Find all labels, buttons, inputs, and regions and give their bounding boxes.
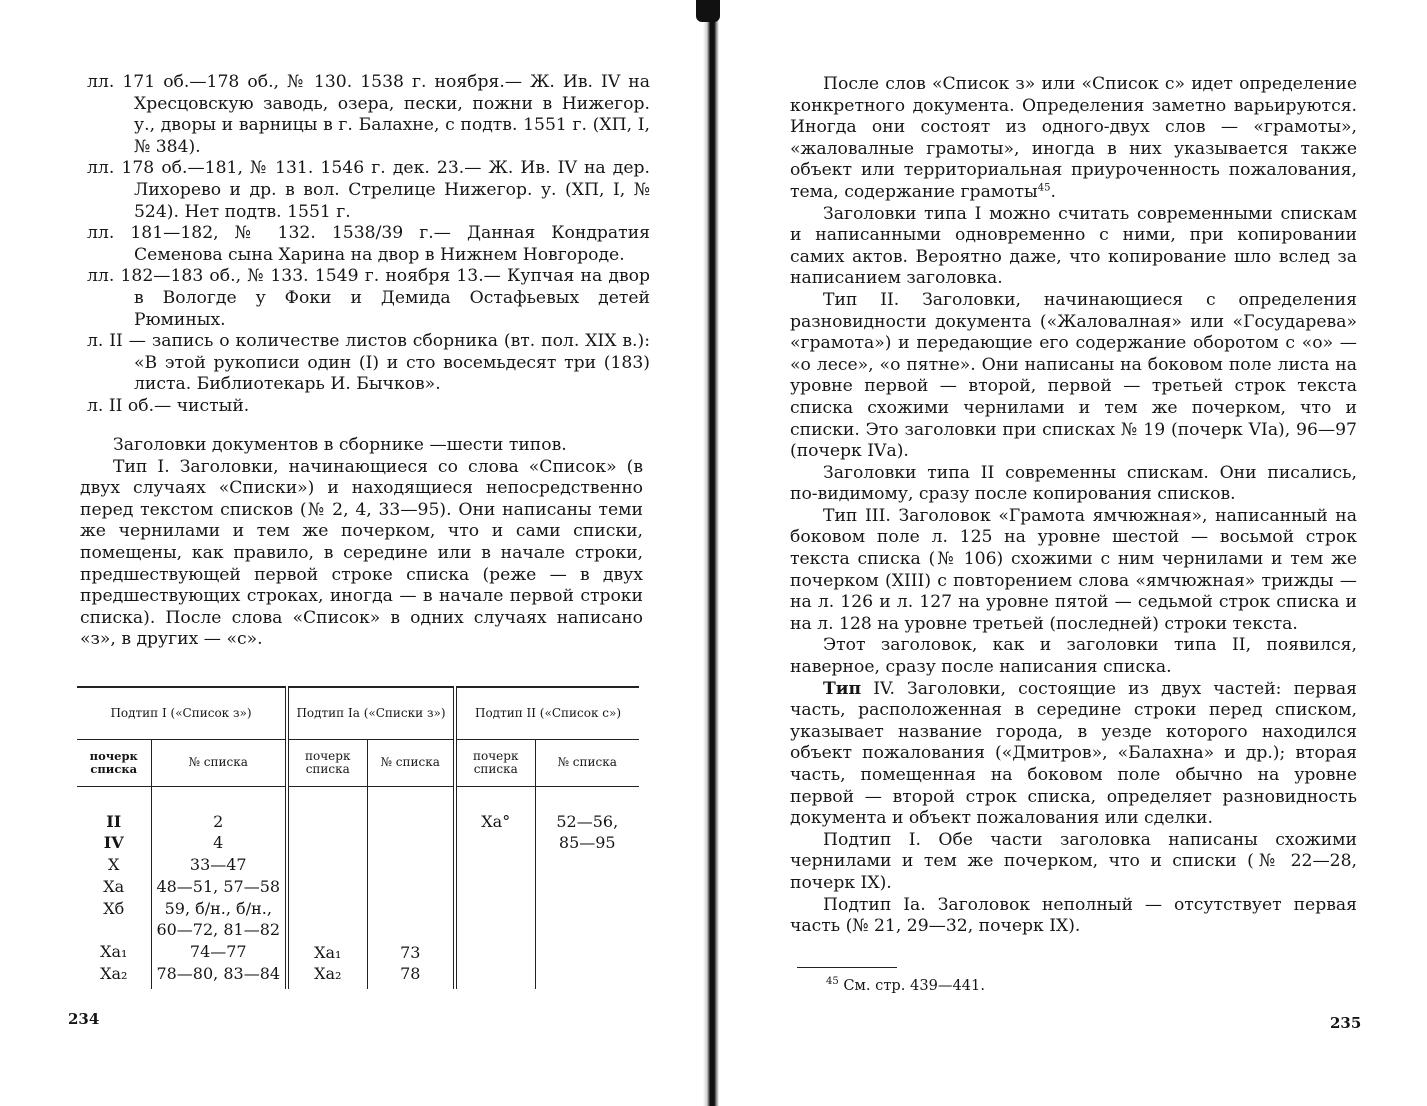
table-cell: 2 <box>213 811 224 831</box>
paragraph-1: После слов «Список з» или «Список с» идет определение конкретного документа. Определения заметно варьируются. Иногда они состоят из одного-двух слов — «грамоты», «жаловалные грамоты», иногда в них указывается также объект или территориальная приуроченность пожалования, тема, содержание грамоты$^{45}$. <box>790 74 1357 202</box>
page-number-left: 234 <box>68 1010 100 1028</box>
table-cell: Xа <box>103 876 125 896</box>
group-header-subtype-i: Подтип I («Список з») <box>77 687 287 739</box>
col-nomer-3 <box>535 786 639 989</box>
right-page-text <box>790 74 1357 938</box>
footnote-mark: 45 <box>826 976 839 988</box>
type-i-paragraph <box>80 457 643 651</box>
manuscript-entries <box>87 72 650 418</box>
paragraph-7: Тип IV. Заголовки, состоящие из двух частей: первая часть, расположенная в середине строки перед списком, указывает название города, в уезде которого находился объект пожалования («Дмитров», «Балахна» и др.); вторая часть, помещенная на боковом поле обычно на уровне первой — второй строк списка, определяет разновидность документа и объект пожалования или сделки. <box>790 678 1357 829</box>
left-page <box>0 0 710 1106</box>
table-cell: 48—51, 57—58 <box>156 876 281 896</box>
paragraph-9: Подтип Iа. Заголовок неполный — отсутствует первая часть (№ 21, 29—32, почерк IX). <box>790 894 1357 937</box>
table-cell: 59, б/н., б/н., <box>164 898 272 918</box>
col-pocherk-2 <box>287 786 367 989</box>
table-cell: 4 <box>213 833 224 853</box>
entry-130: лл. 171 об.—178 об., № 130. 1538 г. ноября.— Ж. Ив. IV на Хресцовскую заводь, озера, пески, пожни в Нижегор. у., дворы и варницы в г. Балахне, с подтв. 1551 г. (ХП, I, № 384). <box>87 72 650 157</box>
table-body-row <box>77 786 639 989</box>
entry-sheet-ii-verso: л. II об.— чистый. <box>87 395 250 416</box>
col-pocherk-1 <box>77 786 151 989</box>
entry-sheet-ii: л. II — запись о количестве листов сборника (вт. пол. XIX в.): «В этой рукописи один (I) и сто восемьдесят три (183) листа. Библиотекарь И. Бычков». <box>87 331 650 395</box>
paragraph-4: Заголовки типа II современны спискам. Они писались, по-видимому, сразу после копирования списков. <box>790 462 1357 505</box>
table-cell: 73 <box>400 942 421 962</box>
table-cell: II <box>106 811 122 831</box>
subheader-pocherk-3: почерк списка <box>455 739 535 786</box>
paragraph-3: Тип II. Заголовки, начинающиеся с определения разновидности документа («Жаловалная» или «Государева» «грамота») и передающие его содержание оборотом с «о» — «о лесе», «о пятне». Они написаны на боковом поле листа на уровне первой — второй, первой — третьей строк текста списка схожими чернилами и тем же почерком, что и списки. Это заголовки при списках № 19 (почерк VIа), 96—97 (почерк IVа). <box>790 289 1357 462</box>
paragraph-6: Этот заголовок, как и заголовки типа II, появился, наверное, сразу после написания списка. <box>790 635 1357 678</box>
type-i-text: Заголовки, начинающиеся со слова «Список» (в двух случаях «Списки») и находящиеся непосредственно перед текстом списков (№ 2, 4, 33—95). Они написаны теми же чернилами и тем же почерком, что и сами списки, помещены, как правило, в середине или в начале строки, предшествующей первой строке списка (реже — в двух предшествующих строках, иногда — в начале первой строки списка). После слова «Список» в одних случаях написано «з», в других — «с». <box>80 456 644 650</box>
col-nomer-2 <box>367 786 455 989</box>
table-cell: 78 <box>400 964 421 984</box>
table-cell: 60—72, 81—82 <box>156 920 281 940</box>
lead-line: Заголовки документов в сборнике —шести типов. <box>113 435 567 455</box>
subheader-nomer-1: № списка <box>151 739 287 786</box>
headings-intro <box>80 435 643 651</box>
table-cell: Xа₂ <box>100 964 128 984</box>
group-header-subtype-ii: Подтип II («Список с») <box>474 705 622 720</box>
type-iv-label: Тип <box>823 678 862 699</box>
subheader-nomer-3: № списка <box>557 755 617 769</box>
table-cell: X <box>108 855 120 875</box>
table-cell: IV <box>103 833 124 853</box>
table-cell: Xб <box>103 898 125 918</box>
paragraph-5: Тип III. Заголовок «Грамота ямчюжная», написанный на боковом поле л. 125 на уровне шестой — восьмой строк текста списка (№ 106) схожими с ним чернилами и тем же почерком (XIII) с повторением слова «ямчюжная» трижды — на л. 126 и л. 127 на уровне пятой — седьмой строк списка и на л. 128 на уровне третьей (последней) строки текста. <box>790 505 1357 634</box>
table-cell: 85—95 <box>558 833 616 853</box>
table-cell: Xа₁ <box>314 942 342 962</box>
table-cell: Xа₁ <box>100 942 128 962</box>
paragraph-8: Подтип I. Обе части заголовка написаны схожими чернилами и тем же почерком, что и списки (№ 22—28, почерк IX). <box>790 829 1357 893</box>
col-pocherk-3 <box>455 786 535 989</box>
col-nomer-1 <box>151 786 287 989</box>
page-number-right: 235 <box>1330 1014 1362 1032</box>
table-cell: 78—80, 83—84 <box>156 964 281 984</box>
group-header-subtype-ia: Подтип Iа («Списки з») <box>287 687 455 739</box>
subheader-nomer-2: № списка <box>367 739 455 786</box>
table-cell: 74—77 <box>189 942 247 962</box>
footnote: $^{45}$ См. стр. 439—441. <box>826 976 985 994</box>
table-cell: 33—47 <box>189 855 247 875</box>
entry-132: лл. 181—182, № 132. 1538/39 г.— Данная Кондратия Семенова сына Харина на двор в Нижнем Новгороде. <box>87 223 650 265</box>
headings-table <box>77 686 639 989</box>
paragraph-2: Заголовки типа I можно считать современными спискам и написанными одновременно с ними, при копировании самих актов. Вероятно даже, что копирование шло вслед за написанием заголовка. <box>790 203 1357 289</box>
subheader-pocherk-2: почерк списка <box>287 739 367 786</box>
footnote-ref: 45 <box>1037 182 1051 194</box>
table-cell: 52—56, <box>556 811 619 831</box>
entry-133: лл. 182—183 об., № 133. 1549 г. ноября 13.— Купчая на двор в Вологде у Фоки и Демида Остафьевых детей Рюминых. <box>87 266 650 330</box>
subheader-pocherk-1: почерк списка <box>77 739 151 786</box>
table-cell: Xа° <box>481 811 511 831</box>
table-cell <box>77 919 151 941</box>
entry-131: лл. 178 об.—181, № 131. 1546 г. дек. 23.— Ж. Ив. IV на дер. Лихорево и др. в вол. Стрелице Нижегор. у. (ХП, I, № 524). Нет подтв. 1551 г. <box>87 158 650 222</box>
table-cell: Xа₂ <box>314 964 342 984</box>
footnote-divider <box>797 967 897 968</box>
type-i-label: Тип I. <box>113 456 170 477</box>
